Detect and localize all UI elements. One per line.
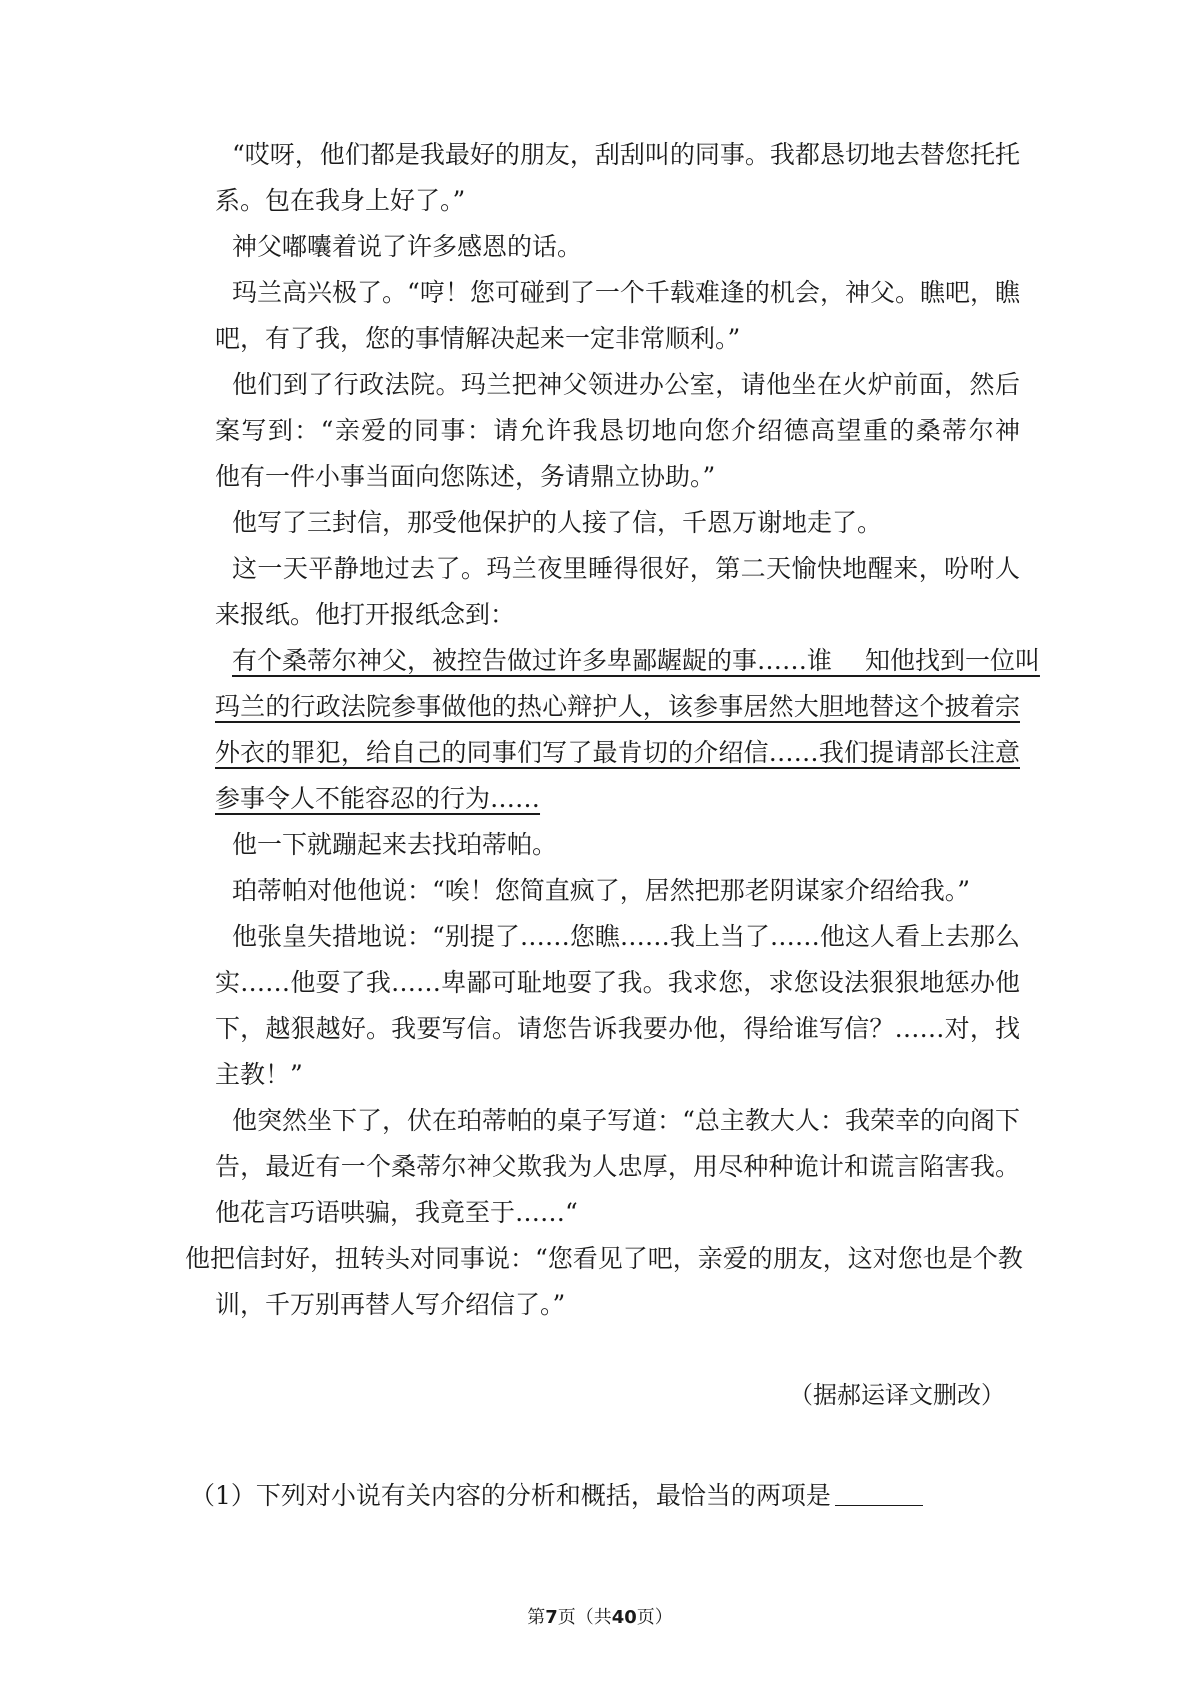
story-line: 他花言巧语哄骗，我竟至于……“ bbox=[215, 1198, 578, 1227]
story-line: “哎呀，他们都是我最好的朋友，刮刮叫的同事。我都恳切地去替您托托 bbox=[232, 140, 1020, 169]
newspaper-quote-line: 参事令人不能容忍的行为…… bbox=[215, 784, 541, 813]
story-line: 主教！” bbox=[215, 1060, 303, 1089]
story-line: 来报纸。他打开报纸念到： bbox=[215, 600, 516, 629]
footer-total-pages: 40 bbox=[611, 1607, 637, 1628]
story-line: 他突然坐下了，伏在珀蒂帕的桌子写道：“总主教大人：我荣幸的向阁下 bbox=[232, 1106, 1020, 1135]
story-line: 神父嘟囔着说了许多感恩的话。 bbox=[232, 232, 583, 261]
story-line: 吧，有了我，您的事情解决起来一定非常顺利。” bbox=[215, 324, 741, 353]
footer-page-number: 7 bbox=[545, 1607, 558, 1628]
story-line: 珀蒂帕对他他说：“唉！您简直疯了，居然把那老阴谋家介绍给我。” bbox=[232, 876, 971, 905]
source-attribution: （据郝运译文删改） bbox=[789, 1381, 1005, 1409]
newspaper-quote-line: 有个桑蒂尔神父，被控告做过许多卑鄙龌龊的事……谁 知他找到一位叫 bbox=[232, 646, 1040, 675]
story-line: 下，越狠越好。我要写信。请您告诉我要办他，得给谁写信？……对，找 bbox=[215, 1014, 1020, 1043]
story-line: 他把信封好，扭转头对同事说：“您看见了吧，亲爱的朋友，这对您也是个教 bbox=[185, 1244, 1023, 1273]
page-footer bbox=[0, 1606, 1200, 1630]
story-line: 他张皇失措地说：“别提了……您瞧……我上当了……他这人看上去那么 bbox=[232, 922, 1020, 951]
story-line: 这一天平静地过去了。玛兰夜里睡得很好，第二天愉快地醒来，吩咐人 bbox=[232, 554, 1020, 583]
question-text: （1）下列对小说有关内容的分析和概括，最恰当的两项是 bbox=[190, 1481, 831, 1510]
story-line: 告，最近有一个桑蒂尔神父欺我为人忠厚，用尽种种诡计和谎言陷害我。 bbox=[215, 1152, 1020, 1181]
story-line: 他有一件小事当面向您陈述，务请鼎立协助。” bbox=[215, 462, 716, 491]
footer-suffix: 页） bbox=[636, 1607, 673, 1628]
story-line: 案写到：“亲爱的同事：请允许我恳切地向您介绍德高望重的桑蒂尔神 bbox=[215, 416, 1020, 445]
newspaper-quote-line: 外衣的罪犯，给自己的同事们写了最肯切的介绍信……我们提请部长注意 bbox=[215, 738, 1020, 767]
story-line: 玛兰高兴极了。“哼！您可碰到了一个千载难逢的机会，神父。瞧吧，瞧 bbox=[232, 278, 1020, 307]
footer-mid: 页（共 bbox=[557, 1607, 612, 1628]
story-line: 他们到了行政法院。玛兰把神父领进办公室，请他坐在火炉前面，然后 bbox=[232, 370, 1020, 399]
answer-blank[interactable] bbox=[835, 1479, 923, 1506]
story-line: 他一下就蹦起来去找珀蒂帕。 bbox=[232, 830, 558, 859]
footer-prefix: 第 bbox=[527, 1607, 546, 1628]
question-1 bbox=[190, 1479, 923, 1513]
story-line: 系。包在我身上好了。” bbox=[215, 186, 466, 215]
story-line: 实……他耍了我……卑鄙可耻地耍了我。我求您，求您设法狠狠地惩办他 bbox=[215, 968, 1020, 997]
story-line: 训，千万别再替人写介绍信了。” bbox=[215, 1290, 566, 1319]
story-line: 他写了三封信，那受他保护的人接了信，千恩万谢地走了。 bbox=[232, 508, 883, 537]
newspaper-quote-line: 玛兰的行政法院参事做他的热心辩护人，该参事居然大胆地替这个披着宗 bbox=[215, 692, 1020, 721]
